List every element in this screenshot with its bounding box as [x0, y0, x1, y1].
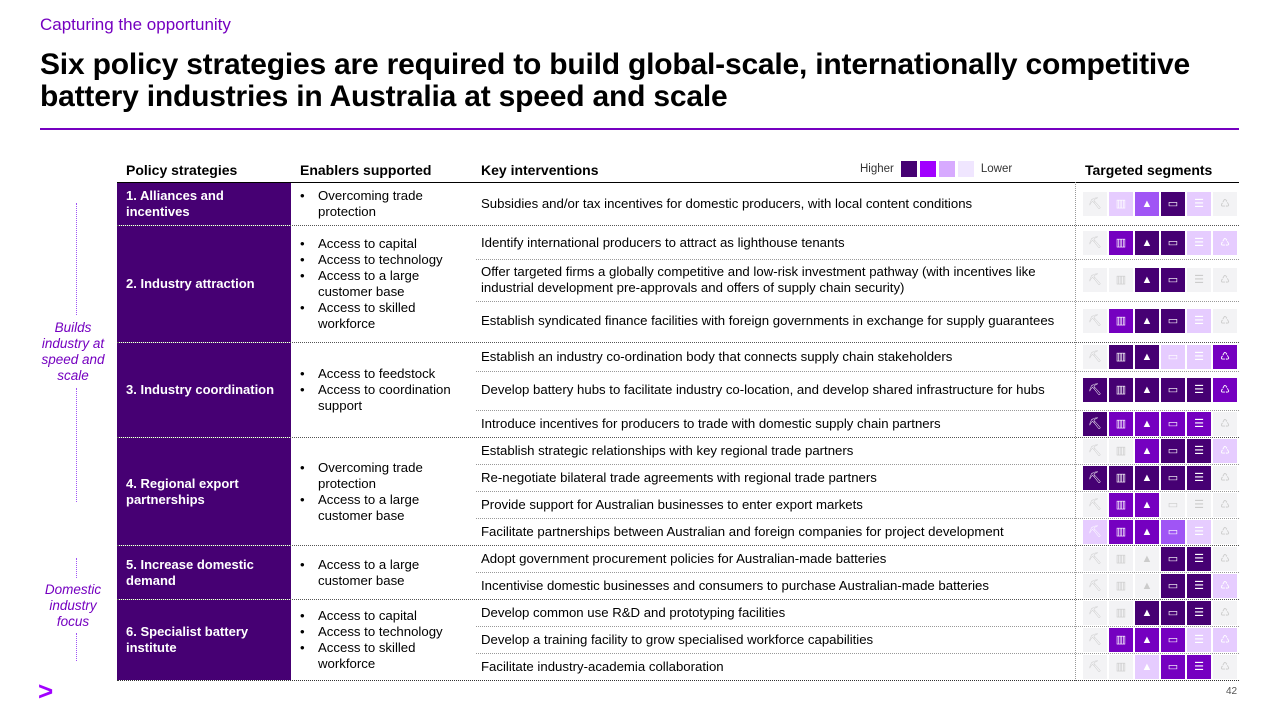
- factory-icon: ▥: [1109, 309, 1133, 333]
- brand-chevron-icon: >: [38, 676, 54, 706]
- battery-icon: ▭: [1161, 547, 1185, 571]
- excavator-icon: ⛏: [1083, 439, 1107, 463]
- kicker: Capturing the opportunity: [40, 15, 231, 34]
- legend-swatch: [901, 161, 917, 177]
- segments-separator: [1075, 182, 1076, 681]
- battery-icon: ▭: [1161, 378, 1185, 402]
- header-interventions: Key interventions: [481, 162, 599, 178]
- excavator-icon: ⛏: [1083, 574, 1107, 598]
- enabler-item: • Access to a large customer base: [300, 492, 470, 524]
- excavator-icon: ⛏: [1083, 520, 1107, 544]
- segment-icons: [1083, 547, 1237, 571]
- enabler-item: • Overcoming trade protection: [300, 188, 470, 220]
- intervention-label: Develop battery hubs to facilitate industry co-location, and develop shared infrastructure for hubs: [481, 382, 1045, 397]
- excavator-icon: ⛏: [1083, 547, 1107, 571]
- battery-icon: ▭: [1161, 574, 1185, 598]
- legend: [860, 161, 1012, 177]
- factory-icon: ▥: [1109, 628, 1133, 652]
- factory-icon: ▥: [1109, 466, 1133, 490]
- enabler-item: • Access to skilled workforce: [300, 640, 470, 672]
- bms-icon: ☰: [1187, 520, 1211, 544]
- recycle-icon: ♺: [1213, 231, 1237, 255]
- intervention-label: Develop a training facility to grow specialised workforce capabilities: [481, 632, 874, 647]
- segment-icons: [1083, 378, 1237, 402]
- segment-icons: [1083, 345, 1237, 369]
- battery-icon: ▭: [1161, 520, 1185, 544]
- strategy-cell: [117, 343, 291, 437]
- intervention-text: [481, 411, 1071, 437]
- excavator-icon: ⛏: [1083, 192, 1107, 216]
- battery-icon: ▭: [1161, 655, 1185, 679]
- strategy-cell: [117, 183, 291, 225]
- strategy-cell: [117, 600, 291, 680]
- bms-icon: ☰: [1187, 412, 1211, 436]
- intervention-text: [481, 229, 1071, 256]
- stack-icon: ▲: [1135, 547, 1159, 571]
- stack-icon: ▲: [1135, 231, 1159, 255]
- intervention-label: Subsidies and/or tax incentives for domestic producers, with local content conditions: [481, 196, 973, 211]
- enabler-item: • Access to coordination support: [300, 382, 470, 414]
- segment-icons: [1083, 268, 1237, 292]
- stack-icon: ▲: [1135, 192, 1159, 216]
- stack-icon: ▲: [1135, 378, 1159, 402]
- recycle-icon: ♺: [1213, 655, 1237, 679]
- enablers-list: [300, 608, 470, 672]
- intervention-text: [481, 600, 1071, 626]
- recycle-icon: ♺: [1213, 466, 1237, 490]
- battery-icon: ▭: [1161, 466, 1185, 490]
- factory-icon: ▥: [1109, 345, 1133, 369]
- strategy-label: 3. Industry coordination: [126, 382, 275, 397]
- bracket-domestic-lower: [76, 633, 82, 661]
- factory-icon: ▥: [1109, 268, 1133, 292]
- factory-icon: ▥: [1109, 655, 1133, 679]
- battery-icon: ▭: [1161, 412, 1185, 436]
- battery-icon: ▭: [1161, 628, 1185, 652]
- bms-icon: ☰: [1187, 439, 1211, 463]
- legend-lower: Lower: [980, 163, 1013, 175]
- bms-icon: ☰: [1187, 268, 1211, 292]
- legend-swatch: [939, 161, 955, 177]
- bms-icon: ☰: [1187, 231, 1211, 255]
- bms-icon: ☰: [1187, 466, 1211, 490]
- bms-icon: ☰: [1187, 547, 1211, 571]
- legend-swatch: [958, 161, 974, 177]
- segment-icons: [1083, 439, 1237, 463]
- bms-icon: ☰: [1187, 192, 1211, 216]
- intervention-text: [481, 344, 1071, 369]
- header-enablers: Enablers supported: [300, 162, 432, 178]
- segment-icons: [1083, 412, 1237, 436]
- battery-icon: ▭: [1161, 601, 1185, 625]
- strategy-label: 2. Industry attraction: [126, 276, 255, 291]
- intervention-label: Facilitate industry-academia collaboration: [481, 659, 724, 674]
- intervention-label: Provide support for Australian businesses to enter export markets: [481, 497, 863, 512]
- bms-icon: ☰: [1187, 628, 1211, 652]
- recycle-icon: ♺: [1213, 309, 1237, 333]
- enabler-item: • Access to capital: [300, 236, 470, 252]
- excavator-icon: ⛏: [1083, 655, 1107, 679]
- intervention-label: Adopt government procurement policies for Australian-made batteries: [481, 551, 887, 566]
- factory-icon: ▥: [1109, 493, 1133, 517]
- strategy-cell: [117, 226, 291, 342]
- intervention-text: [481, 260, 1071, 299]
- strategy-cell: [117, 546, 291, 599]
- segment-icons: [1083, 192, 1237, 216]
- enabler-item: • Access to capital: [300, 608, 470, 624]
- bracket-domestic: [76, 558, 82, 578]
- excavator-icon: ⛏: [1083, 345, 1107, 369]
- excavator-icon: ⛏: [1083, 309, 1107, 333]
- bracket-builds-lower: [76, 388, 82, 502]
- intervention-label: Establish syndicated finance facilities with foreign governments in exchange for supply guarantees: [481, 313, 1055, 328]
- segment-icons: [1083, 466, 1237, 490]
- enabler-item: • Access to technology: [300, 624, 470, 640]
- battery-icon: ▭: [1161, 345, 1185, 369]
- strategy-label: 1. Alliances and incentives: [126, 188, 224, 219]
- factory-icon: ▥: [1109, 574, 1133, 598]
- intervention-text: [481, 627, 1071, 653]
- enabler-item: • Access to technology: [300, 252, 470, 268]
- intervention-text: [481, 186, 1071, 222]
- stack-icon: ▲: [1135, 309, 1159, 333]
- intervention-text: [481, 546, 1071, 572]
- factory-icon: ▥: [1109, 412, 1133, 436]
- intervention-label: Facilitate partnerships between Australian and foreign companies for project development: [481, 524, 1004, 539]
- factory-icon: ▥: [1109, 520, 1133, 544]
- recycle-icon: ♺: [1213, 574, 1237, 598]
- excavator-icon: ⛏: [1083, 601, 1107, 625]
- enablers-list: [300, 460, 470, 524]
- enablers-list: [300, 557, 470, 589]
- segment-icons: [1083, 628, 1237, 652]
- battery-icon: ▭: [1161, 309, 1185, 333]
- strategy-label: 6. Specialist battery institute: [126, 624, 249, 655]
- strategy-label: 4. Regional export partnerships: [126, 475, 239, 507]
- bms-icon: ☰: [1187, 493, 1211, 517]
- intervention-label: Establish an industry co-ordination body that connects supply chain stakeholders: [481, 348, 953, 364]
- enablers-list: [300, 188, 470, 220]
- stack-icon: ▲: [1135, 601, 1159, 625]
- intervention-text: [481, 465, 1071, 491]
- intervention-text: [481, 302, 1071, 340]
- recycle-icon: ♺: [1213, 378, 1237, 402]
- intervention-text: [481, 438, 1071, 464]
- factory-icon: ▥: [1109, 192, 1133, 216]
- segment-icons: [1083, 493, 1237, 517]
- legend-swatch: [920, 161, 936, 177]
- strategy-label: 5. Increase domestic demand: [126, 556, 254, 588]
- battery-icon: ▭: [1161, 439, 1185, 463]
- excavator-icon: ⛏: [1083, 412, 1107, 436]
- group-divider: [117, 225, 1239, 226]
- strategy-cell: [117, 438, 291, 545]
- intervention-label: Identify international producers to attract as lighthouse tenants: [481, 234, 845, 250]
- stack-icon: ▲: [1135, 574, 1159, 598]
- recycle-icon: ♺: [1213, 601, 1237, 625]
- stack-icon: ▲: [1135, 268, 1159, 292]
- bms-icon: ☰: [1187, 345, 1211, 369]
- recycle-icon: ♺: [1213, 547, 1237, 571]
- stack-icon: ▲: [1135, 345, 1159, 369]
- battery-icon: ▭: [1161, 268, 1185, 292]
- intervention-text: [481, 519, 1071, 545]
- stack-icon: ▲: [1135, 412, 1159, 436]
- recycle-icon: ♺: [1213, 412, 1237, 436]
- segment-icons: [1083, 601, 1237, 625]
- battery-icon: ▭: [1161, 493, 1185, 517]
- legend-higher: Higher: [860, 163, 894, 175]
- recycle-icon: ♺: [1213, 520, 1237, 544]
- segment-icons: [1083, 655, 1237, 679]
- excavator-icon: ⛏: [1083, 466, 1107, 490]
- enabler-item: • Access to feedstock: [300, 366, 470, 382]
- group-divider: [117, 342, 1239, 343]
- bms-icon: ☰: [1187, 601, 1211, 625]
- recycle-icon: ♺: [1213, 493, 1237, 517]
- segment-icons: [1083, 309, 1237, 333]
- intervention-label: Develop common use R&D and prototyping facilities: [481, 605, 786, 620]
- bms-icon: ☰: [1187, 574, 1211, 598]
- intervention-label: Re-negotiate bilateral trade agreements with regional trade partners: [481, 470, 877, 485]
- title-divider: [40, 128, 1239, 130]
- intervention-text: [481, 654, 1071, 680]
- intervention-text: [481, 573, 1071, 599]
- intervention-text: [481, 372, 1071, 408]
- bms-icon: ☰: [1187, 309, 1211, 333]
- enabler-item: • Access to a large customer base: [300, 557, 470, 589]
- stack-icon: ▲: [1135, 466, 1159, 490]
- stack-icon: ▲: [1135, 628, 1159, 652]
- enabler-item: • Access to skilled workforce: [300, 300, 470, 332]
- excavator-icon: ⛏: [1083, 231, 1107, 255]
- segment-icons: [1083, 574, 1237, 598]
- excavator-icon: ⛏: [1083, 378, 1107, 402]
- recycle-icon: ♺: [1213, 439, 1237, 463]
- page-number: 42: [1226, 686, 1238, 697]
- excavator-icon: ⛏: [1083, 628, 1107, 652]
- side-label-builds: Builds industry at speed and scale: [41, 320, 105, 383]
- intervention-label: Introduce incentives for producers to trade with domestic supply chain partners: [481, 416, 941, 431]
- intervention-label: Incentivise domestic businesses and consumers to purchase Australian-made batteries: [481, 578, 989, 593]
- bracket-builds: [76, 203, 82, 315]
- excavator-icon: ⛏: [1083, 493, 1107, 517]
- intervention-label: Establish strategic relationships with key regional trade partners: [481, 443, 854, 458]
- header-strategies: Policy strategies: [126, 162, 238, 178]
- recycle-icon: ♺: [1213, 192, 1237, 216]
- recycle-icon: ♺: [1213, 345, 1237, 369]
- bms-icon: ☰: [1187, 378, 1211, 402]
- table-bottom-rule: [117, 680, 1239, 681]
- enabler-item: • Overcoming trade protection: [300, 460, 470, 492]
- recycle-icon: ♺: [1213, 268, 1237, 292]
- stack-icon: ▲: [1135, 520, 1159, 544]
- intervention-label: Offer targeted firms a globally competitive and low-risk investment pathway (with incentives like industrial development pre-approvals and offers of supply chain security): [481, 263, 1036, 295]
- factory-icon: ▥: [1109, 601, 1133, 625]
- enabler-item: • Access to a large customer base: [300, 268, 470, 300]
- enablers-list: [300, 236, 470, 332]
- battery-icon: ▭: [1161, 192, 1185, 216]
- factory-icon: ▥: [1109, 439, 1133, 463]
- page-title: Six policy strategies are required to build global-scale, internationally competitive battery industries in Australia at speed and scale: [40, 48, 1190, 113]
- segment-icons: [1083, 520, 1237, 544]
- intervention-text: [481, 492, 1071, 518]
- factory-icon: ▥: [1109, 231, 1133, 255]
- header-segments: Targeted segments: [1085, 162, 1213, 178]
- stack-icon: ▲: [1135, 493, 1159, 517]
- excavator-icon: ⛏: [1083, 268, 1107, 292]
- side-label-domestic: Domestic industry focus: [44, 582, 102, 629]
- bms-icon: ☰: [1187, 655, 1211, 679]
- battery-icon: ▭: [1161, 231, 1185, 255]
- stack-icon: ▲: [1135, 655, 1159, 679]
- segment-icons: [1083, 231, 1237, 255]
- factory-icon: ▥: [1109, 547, 1133, 571]
- factory-icon: ▥: [1109, 378, 1133, 402]
- recycle-icon: ♺: [1213, 628, 1237, 652]
- stack-icon: ▲: [1135, 439, 1159, 463]
- enablers-list: [300, 366, 470, 414]
